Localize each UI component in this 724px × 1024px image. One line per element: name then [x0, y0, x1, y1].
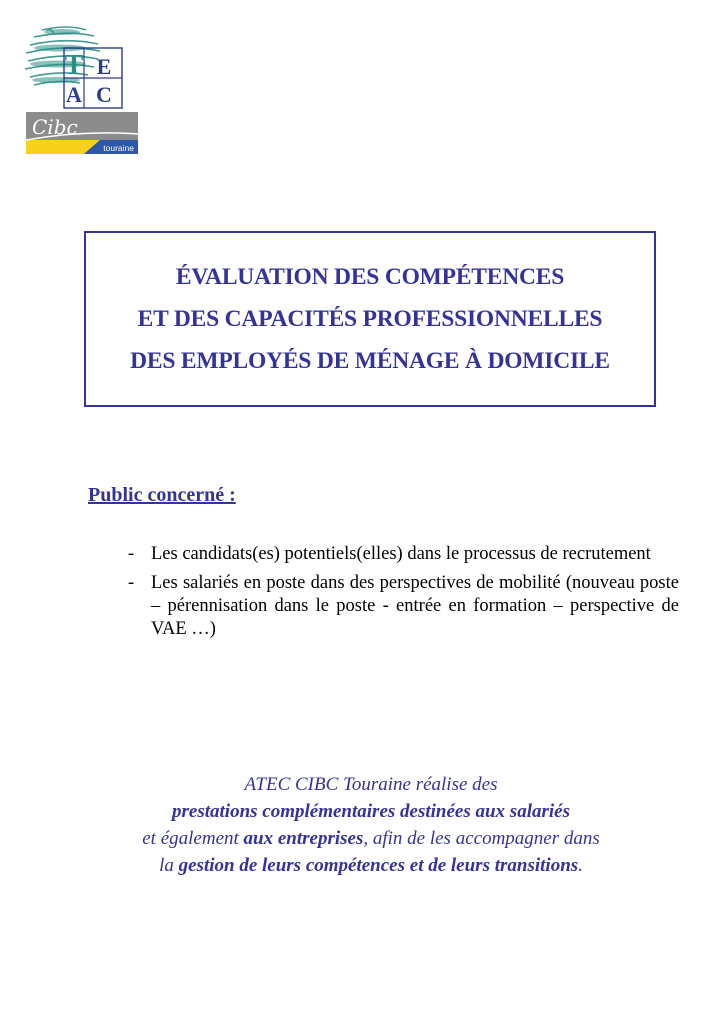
- title-line: ET DES CAPACITÉS PROFESSIONNELLES: [137, 306, 603, 332]
- atec-letter-c: C: [96, 82, 112, 107]
- closing-text: , afin de les accompagner dans: [363, 828, 600, 849]
- closing-line-4: [40, 852, 702, 879]
- closing-text: .: [578, 855, 583, 876]
- atec-letter-e: E: [96, 54, 112, 79]
- closing-emphasis: prestations complémentaires destinées aux salariés: [172, 801, 570, 822]
- cibc-subtitle-text: touraine: [103, 143, 134, 153]
- list-item: [128, 543, 679, 566]
- list-item: [128, 572, 679, 641]
- closing-emphasis: gestion de leurs compétences et de leurs transitions: [178, 855, 579, 876]
- closing-line-1: ATEC CIBC Touraine réalise des: [244, 774, 498, 795]
- public-heading: Public concerné :: [88, 484, 236, 506]
- closing-text: la: [159, 855, 179, 876]
- closing-paragraph: [40, 771, 702, 879]
- closing-text: et également: [142, 828, 244, 849]
- title-box: [84, 231, 656, 407]
- closing-line-2: [40, 798, 702, 825]
- bullet-dash: -: [128, 573, 135, 593]
- closing-line-3: [40, 825, 702, 852]
- cibc-logo: [26, 112, 138, 154]
- atec-letter-t: T: [64, 50, 84, 81]
- title-line: DES EMPLOYÉS DE MÉNAGE À DOMICILE: [130, 348, 610, 374]
- list-item-text: Les candidats(es) potentiels(elles) dans le processus de recrutement: [151, 544, 651, 564]
- bullet-dash: -: [128, 544, 135, 564]
- title-line: ÉVALUATION DES COMPÉTENCES: [175, 264, 565, 290]
- closing-emphasis: aux entreprises: [243, 828, 364, 849]
- cibc-brand-text: Cibc: [32, 115, 78, 139]
- atec-letter-a: A: [66, 82, 82, 107]
- atec-logo: [24, 22, 132, 110]
- logo-area: [24, 22, 140, 154]
- public-list: [128, 543, 679, 647]
- list-item-text: Les salariés en poste dans des perspectives de mobilité (nouveau poste – pérennisation dans le poste - entrée en formation – perspective de VAE …): [151, 573, 679, 639]
